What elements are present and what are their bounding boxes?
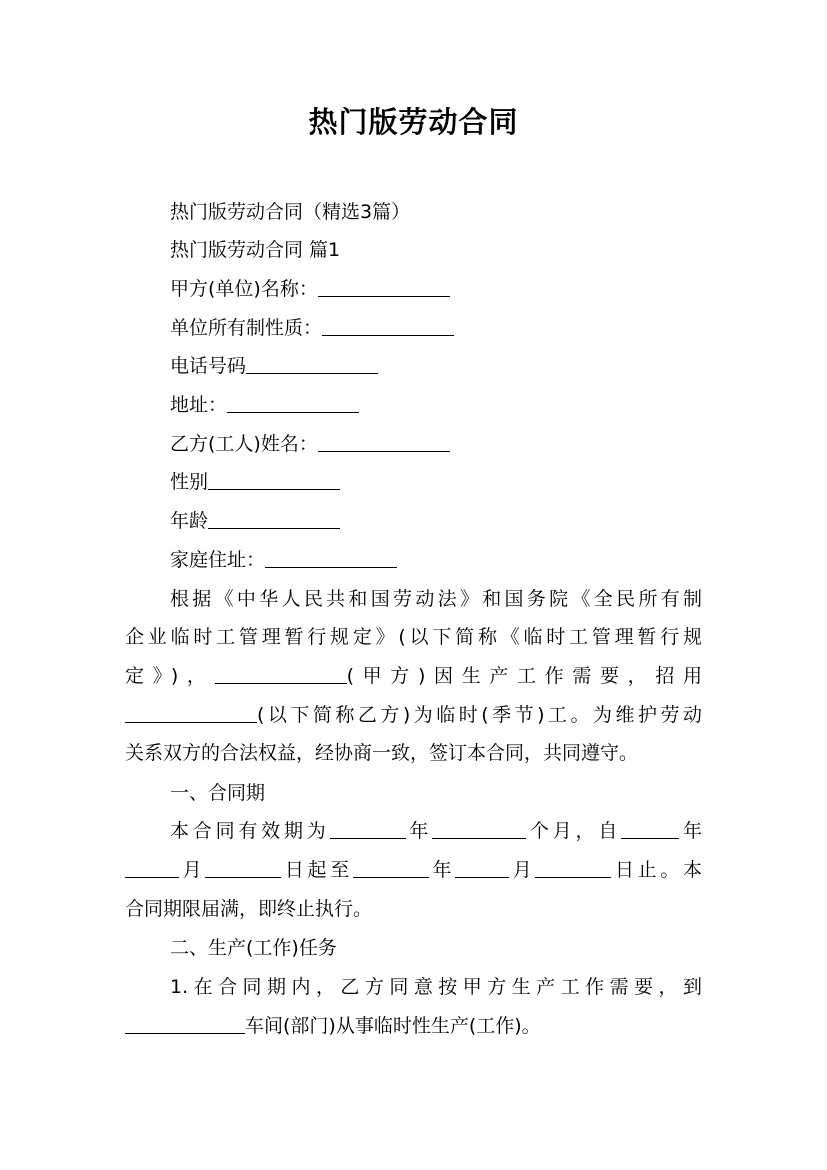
article-text: 年 [428, 859, 456, 881]
intro-text: (以下简称乙方)为临时(季节)工。为维护劳动 [257, 704, 702, 726]
field-label: 地址： [170, 394, 228, 416]
article-text: 个月，自 [526, 820, 622, 842]
blank-line [322, 317, 454, 336]
blank-line [208, 510, 340, 529]
document-subtitle: 热门版劳动合同（精选3篇） [170, 201, 411, 223]
field-ownership [170, 316, 454, 340]
field-label: 电话号码 [170, 355, 247, 377]
blank-line [353, 859, 429, 878]
blank-line [215, 665, 347, 684]
article-text: 车间(部门)从事临时性生产(工作)。 [245, 1015, 541, 1037]
intro-line-4 [125, 703, 702, 727]
article-2-item-1-line-1: 1.在合同期内，乙方同意按甲方生产工作需要，到 [170, 976, 702, 998]
field-home-address [170, 548, 397, 572]
intro-line-3 [125, 664, 702, 688]
field-label: 家庭住址： [170, 549, 266, 571]
field-label: 年龄 [170, 510, 209, 532]
article-1-line-2 [125, 858, 702, 882]
article-text: 年 [405, 820, 433, 842]
blank-line [455, 859, 509, 878]
blank-line [265, 549, 397, 568]
field-age [170, 509, 340, 533]
blank-line [246, 355, 378, 374]
blank-line [205, 859, 281, 878]
blank-line [125, 859, 179, 878]
blank-line [125, 1015, 245, 1034]
article-text: 月 [179, 859, 206, 881]
article-2-item-1-line-2 [125, 1014, 702, 1038]
article-1-heading: 一、合同期 [170, 782, 266, 804]
document-title: 热门版劳动合同 [308, 105, 519, 139]
intro-text: 定》)， [125, 665, 215, 687]
article-text: 本合同有效期为 [170, 820, 330, 842]
article-1-line-3: 合同期限届满，即终止执行。 [125, 898, 373, 920]
field-label: 单位所有制性质： [170, 317, 323, 339]
blank-line [318, 278, 450, 297]
intro-text: (甲方)因生产工作需要，招用 [346, 665, 702, 687]
blank-line [125, 704, 257, 723]
field-label: 乙方(工人)姓名： [170, 433, 318, 455]
blank-line [318, 433, 450, 452]
blank-line [621, 820, 679, 839]
intro-line-1: 根据《中华人民共和国劳动法》和国务院《全民所有制 [170, 588, 702, 610]
field-address [170, 393, 359, 417]
blank-line [535, 859, 611, 878]
blank-line [432, 820, 526, 839]
blank-line [208, 471, 340, 490]
article-text: 月 [509, 859, 536, 881]
intro-line-5: 关系双方的合法权益，经协商一致，签订本合同，共同遵守。 [125, 742, 639, 764]
field-party-b-name [170, 432, 450, 456]
article-2-heading: 二、生产(工作)任务 [170, 937, 337, 959]
field-gender [170, 470, 340, 494]
field-party-a-name [170, 277, 450, 301]
blank-line [330, 820, 406, 839]
field-phone [170, 354, 378, 378]
section-heading: 热门版劳动合同 篇1 [170, 239, 341, 261]
field-label: 性别 [170, 471, 209, 493]
article-text: 日起至 [281, 859, 353, 881]
blank-line [227, 394, 359, 413]
article-text: 年 [679, 820, 702, 842]
intro-line-2: 企业临时工管理暂行规定》(以下简称《临时工管理暂行规 [125, 626, 702, 648]
field-label: 甲方(单位)名称： [170, 278, 318, 300]
article-1-line-1 [170, 819, 702, 843]
article-text: 日止。本 [611, 859, 702, 881]
